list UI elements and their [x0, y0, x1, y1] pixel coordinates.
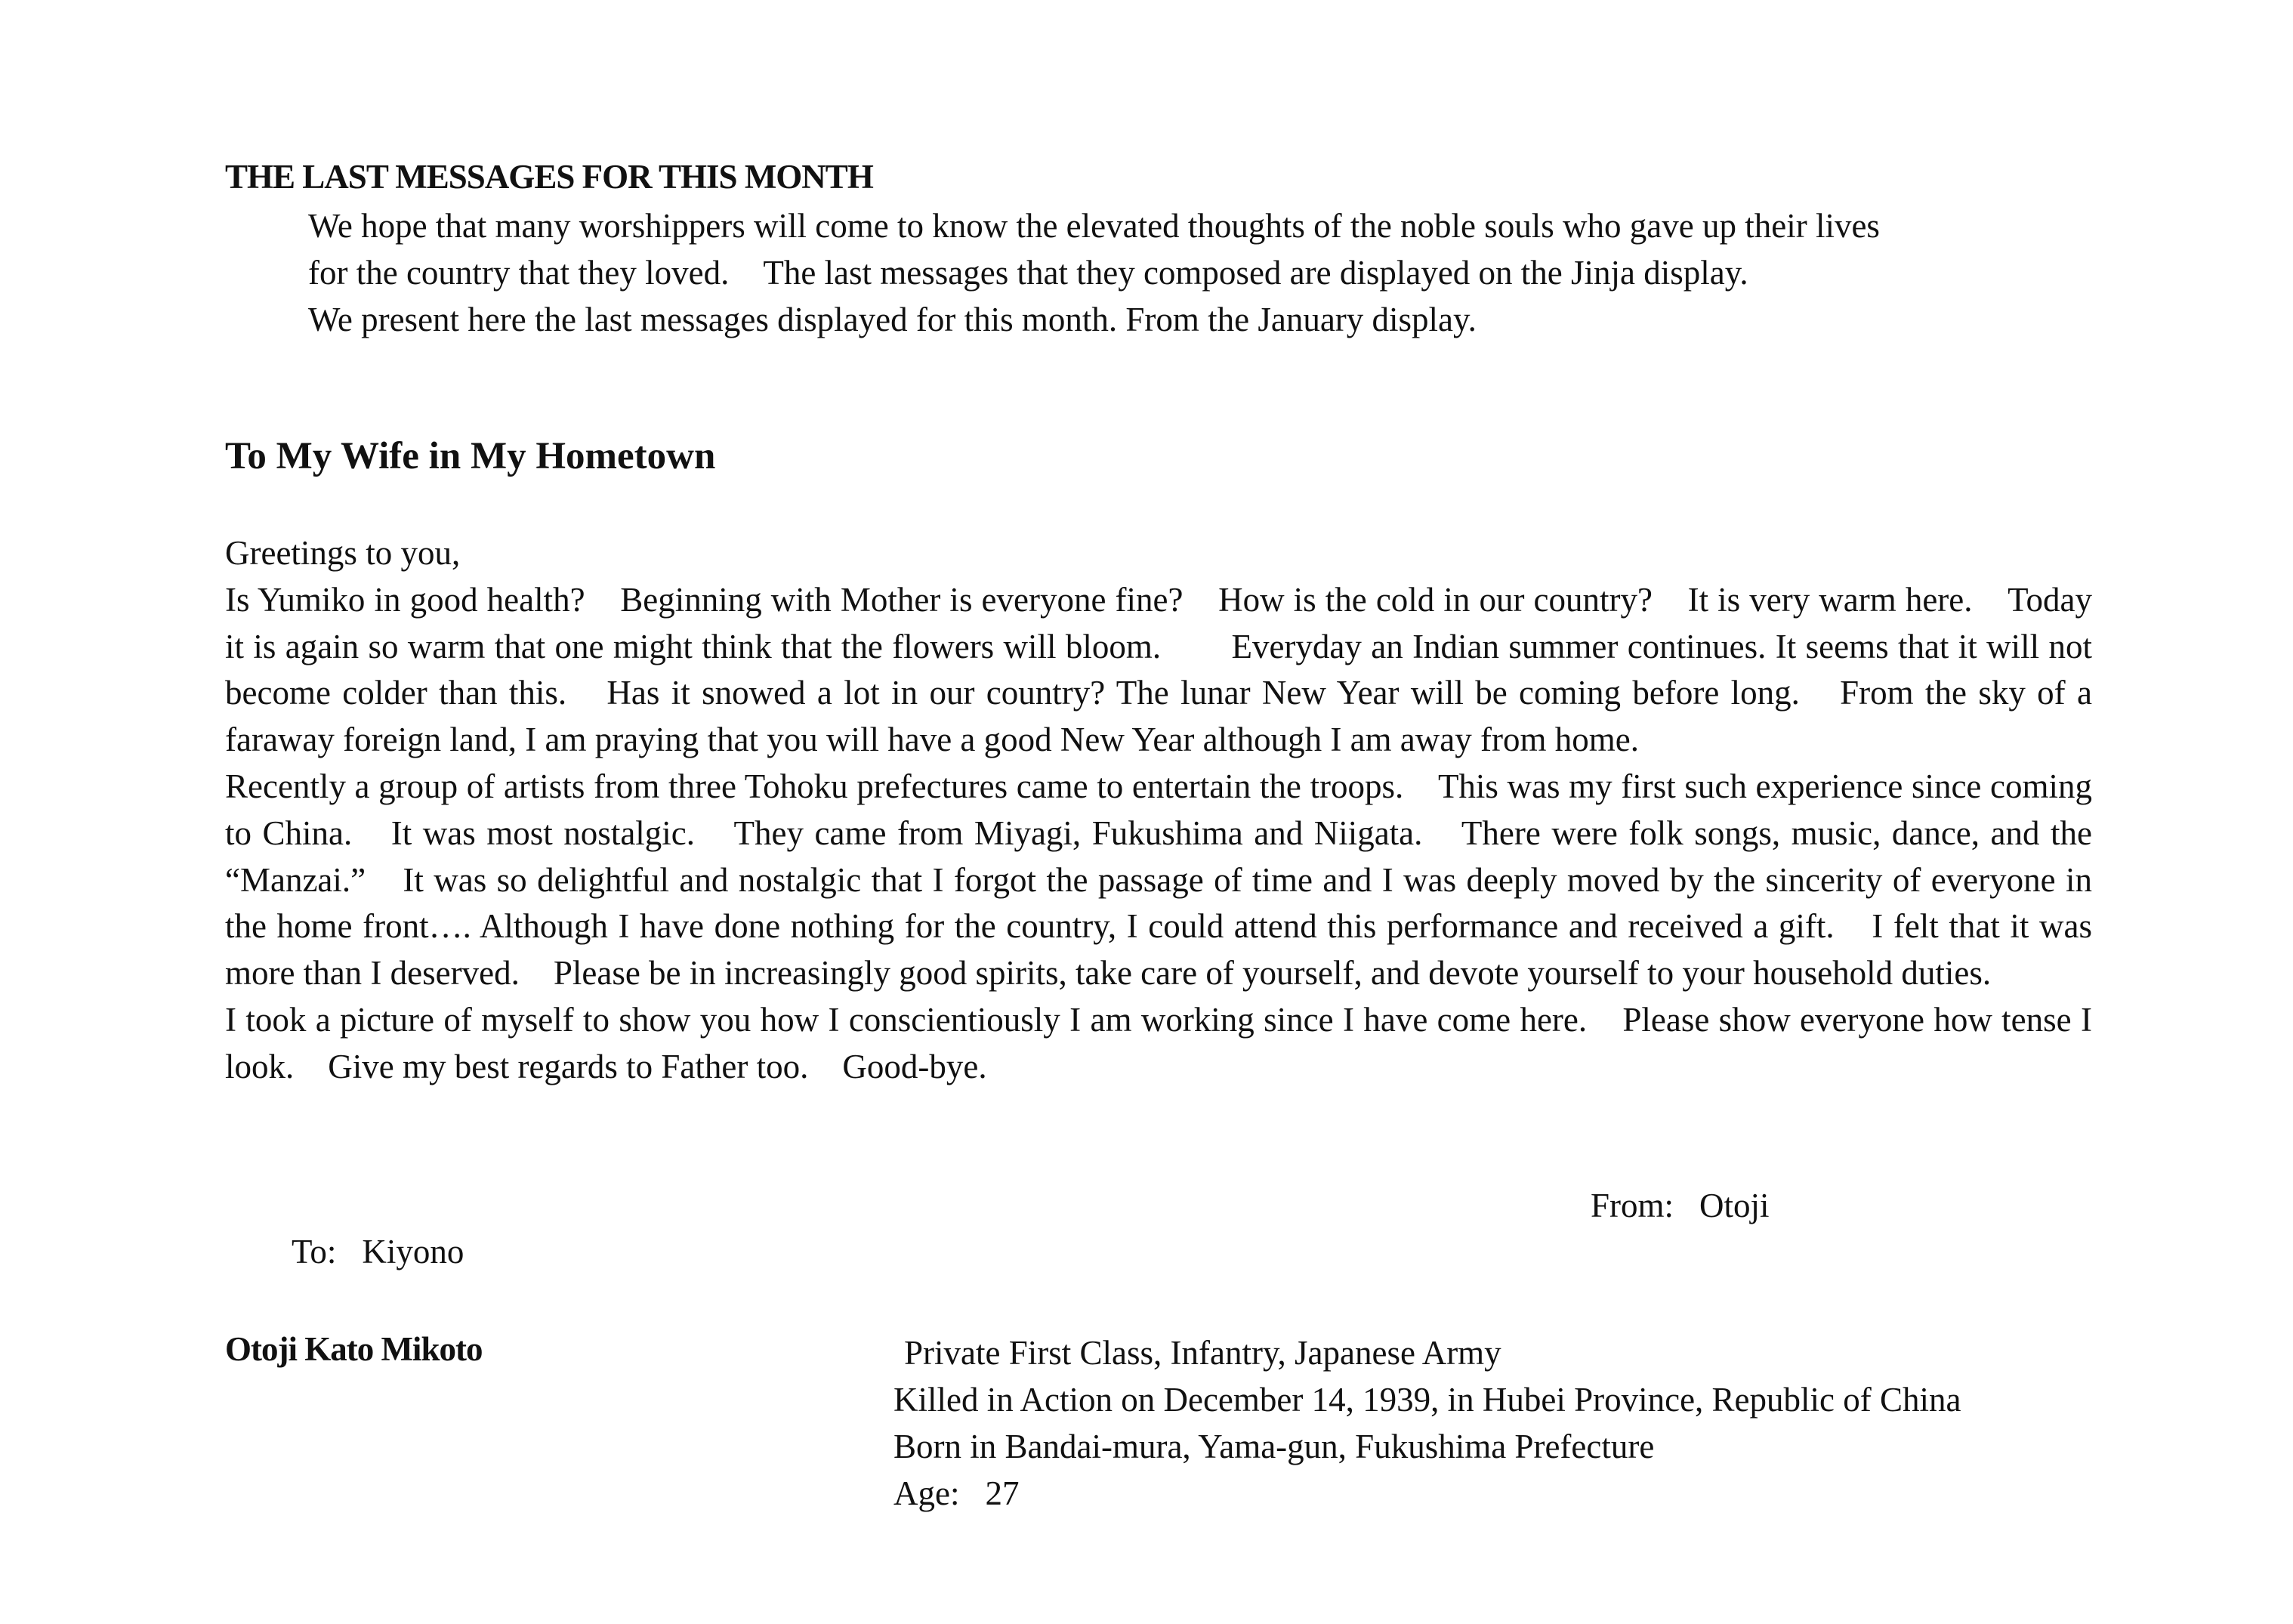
intro-line: for the country that they loved. The last messages that they composed are displayed on the Jinja display.: [308, 254, 1748, 292]
letter-recipient: [292, 1232, 464, 1271]
author-details: [893, 1329, 1961, 1517]
author-rank: Private First Class, Infantry, Japanese Army: [904, 1334, 1501, 1372]
author-name: Otoji Kato Mikoto: [225, 1330, 483, 1368]
author-death: Killed in Action on December 14, 1939, in Hubei Province, Republic of China: [893, 1381, 1961, 1419]
letter-sender: [1591, 1186, 1770, 1225]
letter-greeting: Greetings to you,: [225, 534, 461, 572]
from-label: From:: [1591, 1187, 1674, 1224]
letter-paragraph: Recently a group of artists from three Tohoku prefectures came to entertain the troops. This was my first such experience since coming to China. It was most nostalgic. They came from Miyagi, Fukushima and Niigata. There were folk songs, music, dance, and the “Manzai.” It was so delightful and nostalgic that I forgot the passage of time and I was deeply moved by the sincerity of everyone in the home front…. Although I have done nothing for the country, I could attend this performance and received a gift. I felt that it was more than I deserved. Please be in increasingly good spirits, take care of yourself, and devote yourself to your household duties.: [225, 767, 2092, 993]
intro-text: [308, 202, 2106, 343]
author-age-line: [893, 1470, 1961, 1517]
intro-line: We present here the last messages displayed for this month. From the January display.: [308, 301, 1477, 338]
from-name: Otoji: [1699, 1187, 1770, 1224]
age-label: Age:: [893, 1474, 960, 1512]
to-name: Kiyono: [362, 1233, 464, 1270]
author-birthplace: Born in Bandai-mura, Yama-gun, Fukushima Prefecture: [893, 1428, 1655, 1465]
letter-body: [225, 530, 2092, 1091]
to-label: To:: [292, 1233, 337, 1270]
letter-paragraph: Is Yumiko in good health? Beginning with Mother is everyone fine? How is the cold in our country? It is very warm here. Today it is again so warm that one might think that the flowers will bloom. Everyday an Indian summer continues. It seems that it will not become colder than this. Has it snowed a lot in our country? The lunar New Year will be coming before long. From the sky of a faraway foreign land, I am praying that you will have a good New Year although I am away from home.: [225, 580, 2092, 759]
age-value: 27: [985, 1474, 1020, 1512]
letter-paragraph: I took a picture of myself to show you how I conscientiously I am working since I have come here. Please show everyone how tense I look. Give my best regards to Father too. Good-bye.: [225, 1000, 2092, 1085]
section-heading: THE LAST MESSAGES FOR THIS MONTH: [225, 158, 873, 196]
intro-line: We hope that many worshippers will come to know the elevated thoughts of the noble souls who gave up their lives: [308, 207, 1880, 245]
letter-title: To My Wife in My Hometown: [225, 435, 716, 477]
